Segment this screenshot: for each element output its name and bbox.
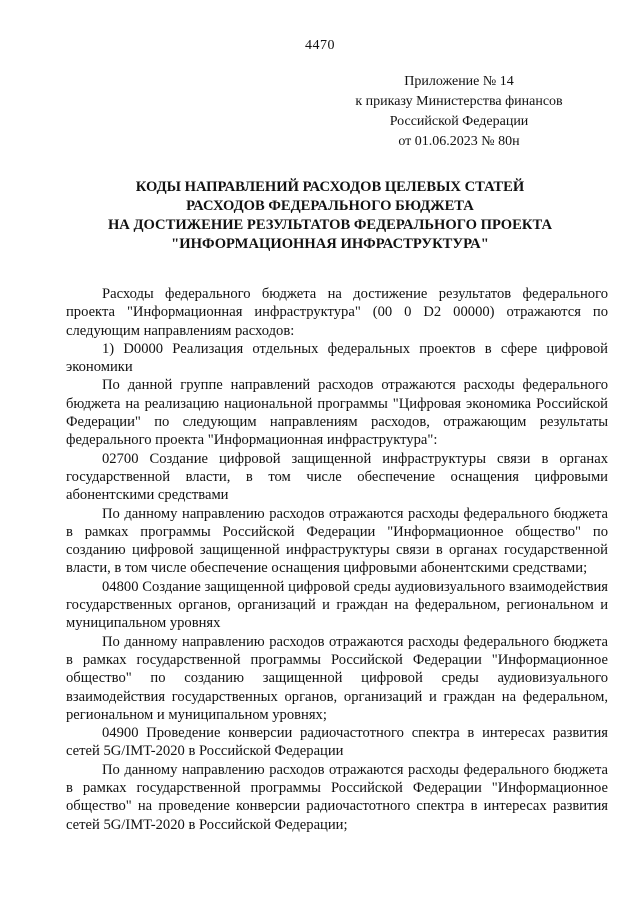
paragraph-intro: Расходы федерального бюджета на достижение результатов федерального проекта "Информационная инфраструктура" (00 0 D2 00000) отражаются по следующим направлениям расходов: <box>66 286 608 339</box>
paragraph-code-02700: 02700 Создание цифровой защищенной инфраструктуры связи в органах государственной власти, в том числе обеспечение оснащения цифровыми абонентскими средствами <box>66 450 608 504</box>
paragraph-code-04800: 04800 Создание защищенной цифровой среды аудиовизуального взаимодействия государственных органов, организаций и граждан на федеральном, региональном и муниципальном уровнях <box>66 578 608 632</box>
annex-order-ref: к приказу Министерства финансов <box>355 94 563 109</box>
annex-header <box>330 72 588 152</box>
paragraph-code-02700-description: По данному направлению расходов отражаются расходы федерального бюджета в рамках программы Российской Федерации "Информационное общество" по созданию цифровой защищенной инфраструктуры связи в органах государственной власти, в том числе обеспечение оснащения цифровыми абонентскими средствами; <box>66 505 608 577</box>
document-title <box>60 178 600 254</box>
paragraph-code-04800-description: По данному направлению расходов отражаются расходы федерального бюджета в рамках государственной программы Российской Федерации "Информационное общество" по созданию защищенной цифровой среды аудиовизуального взаимодействия государственных органов, организаций и граждан на федеральном, региональном и муниципальном уровнях; <box>66 633 608 723</box>
paragraph-code-04900: 04900 Проведение конверсии радиочастотного спектра в интересах развития сетей 5G/IMT-2020 в Российской Федерации <box>66 725 608 760</box>
title-line: РАСХОДОВ ФЕДЕРАЛЬНОГО БЮДЖЕТА <box>186 198 474 214</box>
annex-date: от 01.06.2023 № 80н <box>398 134 520 149</box>
title-line: НА ДОСТИЖЕНИЕ РЕЗУЛЬТАТОВ ФЕДЕРАЛЬНОГО ПРОЕКТА <box>107 217 553 233</box>
paragraph-group-description: По данной группе направлений расходов отражаются расходы федерального бюджета на реализацию национальной программы "Цифровая экономика Российской Федерации" по следующим направлениям расходов, отражающим результаты федерального проекта "Информационная инфраструктура": <box>66 377 608 449</box>
page-number: 4470 <box>305 38 335 53</box>
annex-number: Приложение № 14 <box>404 74 514 89</box>
title-line: КОДЫ НАПРАВЛЕНИЙ РАСХОДОВ ЦЕЛЕВЫХ СТАТЕЙ <box>135 179 525 195</box>
title-line: "ИНФОРМАЦИОННАЯ ИНФРАСТРУКТУРА" <box>171 236 489 252</box>
annex-authority: Российской Федерации <box>389 114 529 129</box>
paragraph-group-d0000: 1) D0000 Реализация отдельных федеральных проектов в сфере цифровой экономики <box>66 340 608 376</box>
document-body <box>66 285 608 834</box>
paragraph-code-04900-description: По данному направлению расходов отражаются расходы федерального бюджета в рамках государственной программы Российской Федерации "Информационное общество" на проведение конверсии радиочастотного спектра в интересах развития сетей 5G/IMT-2020 в Российской Федерации; <box>66 761 608 833</box>
